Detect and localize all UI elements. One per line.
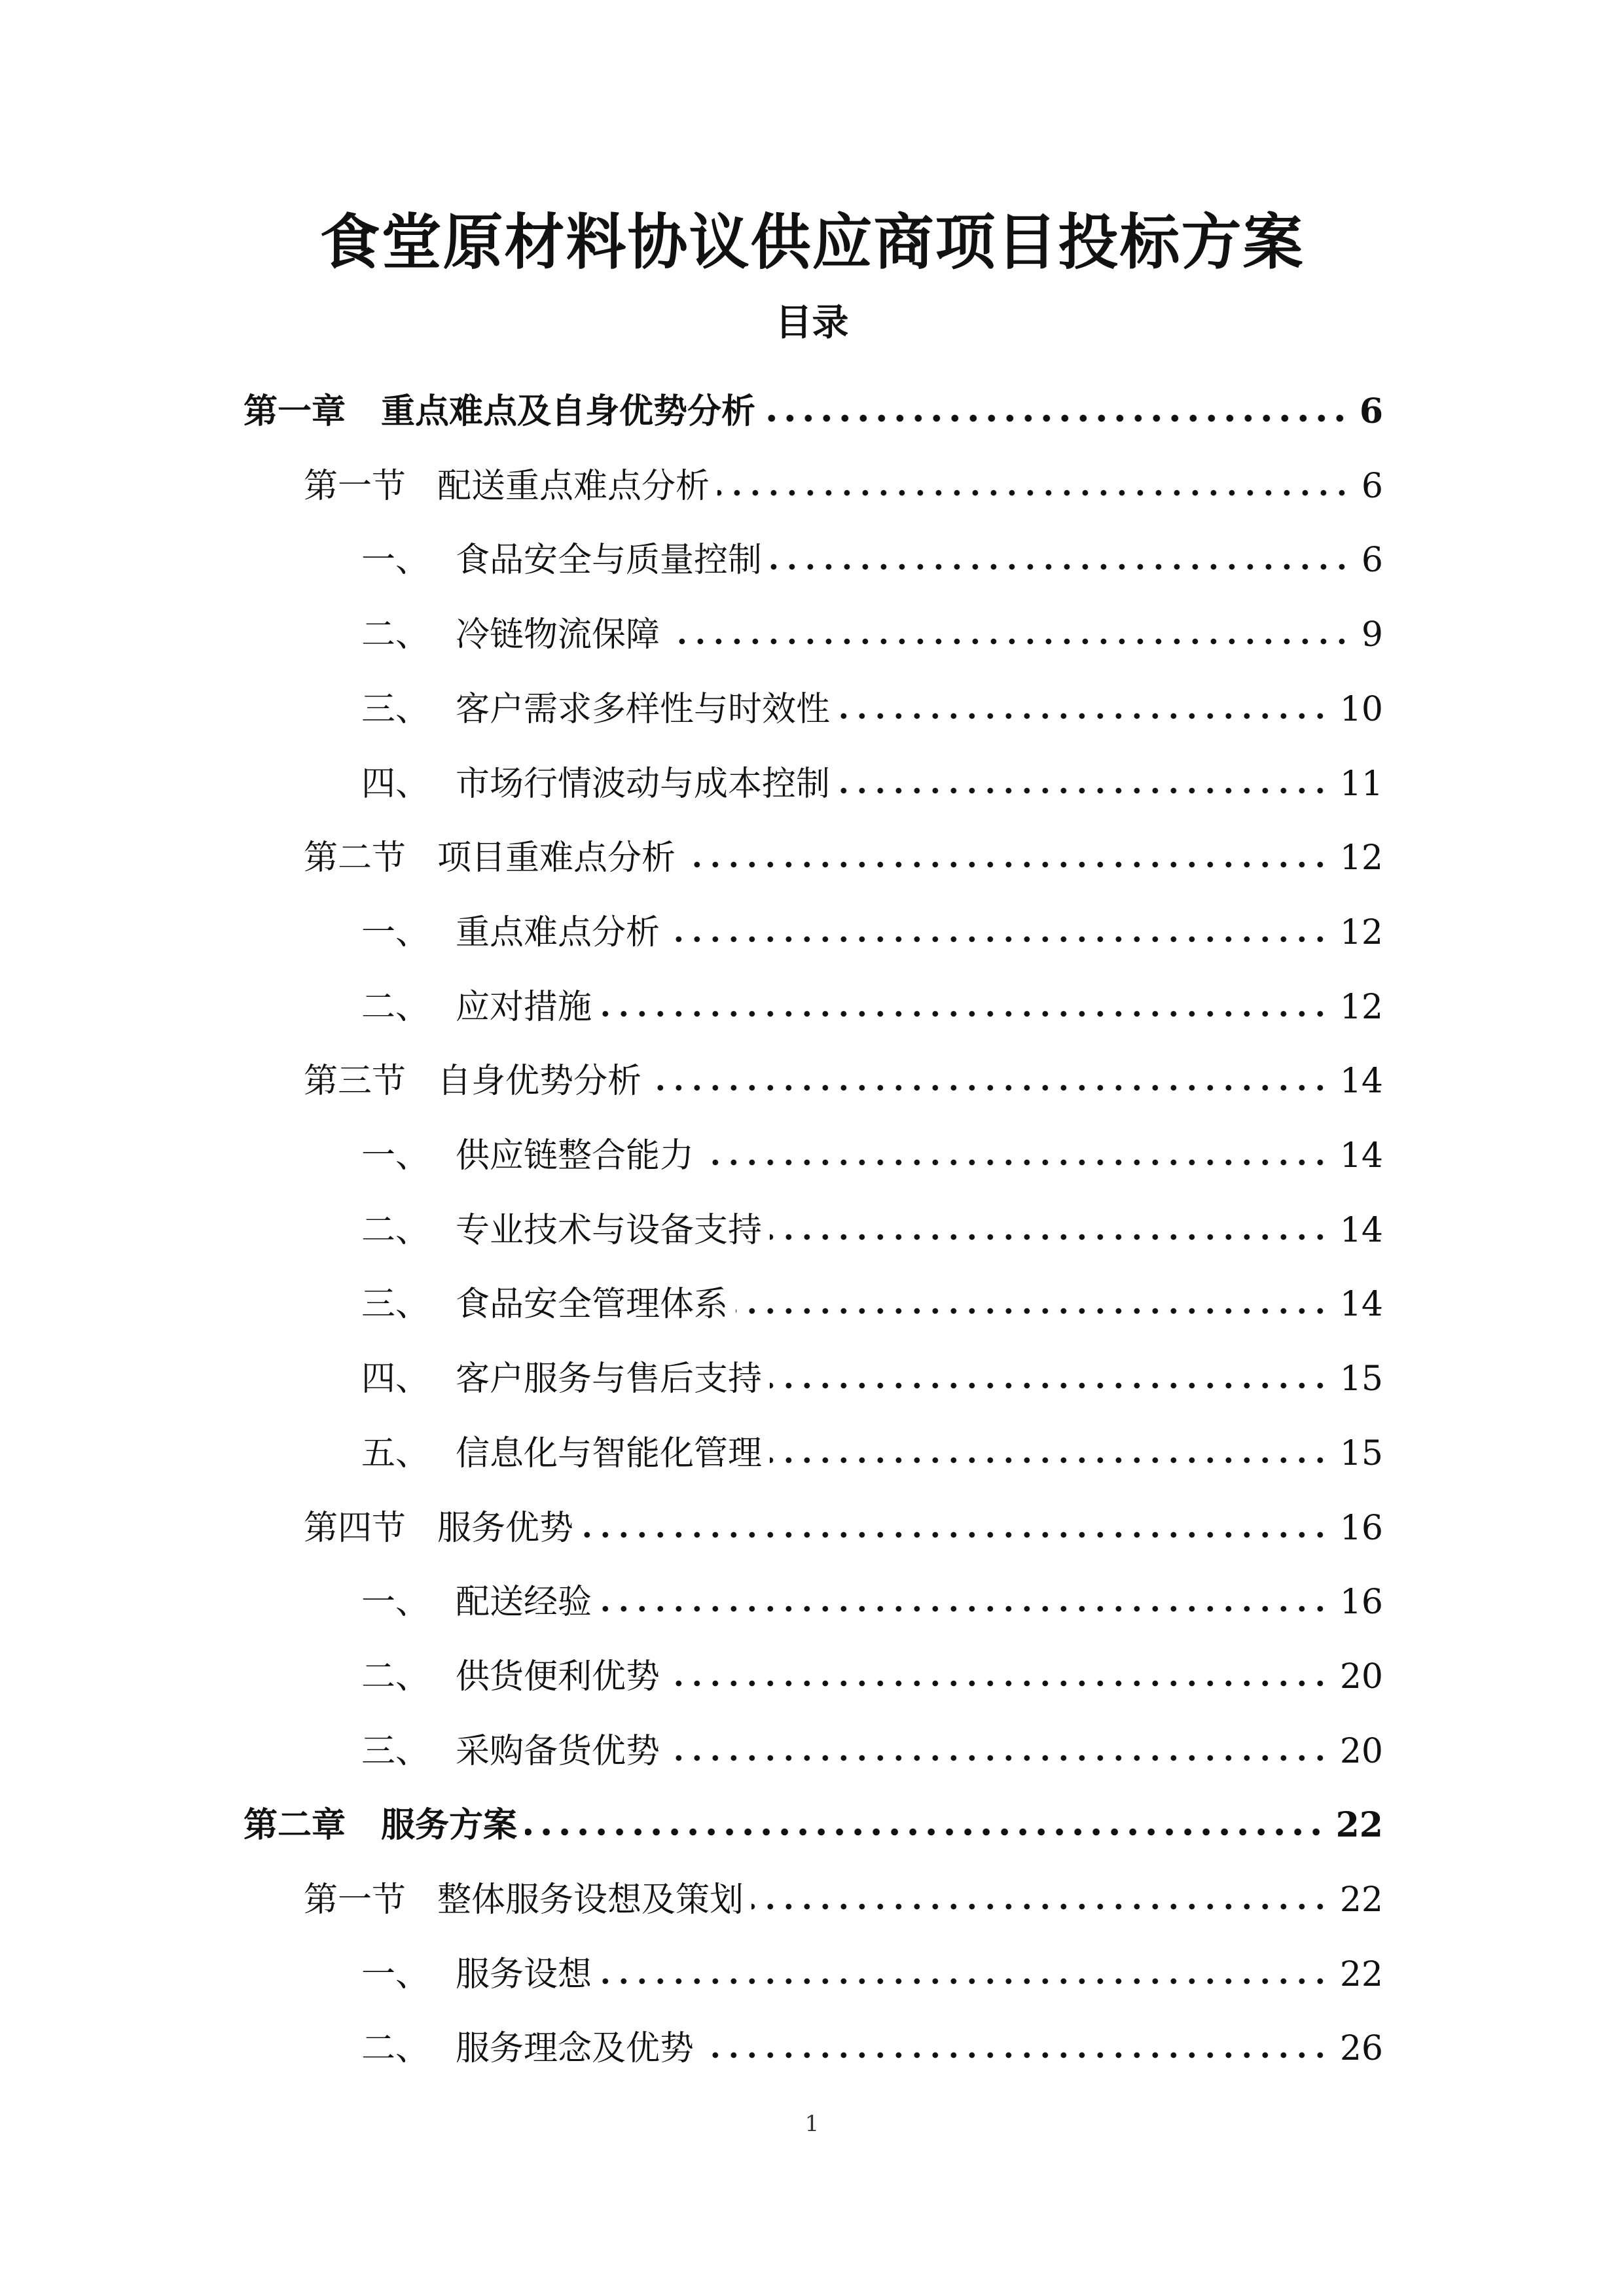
toc-entry-number: 第三节 (304, 1062, 406, 1101)
toc-dot-leader (668, 1751, 1329, 1765)
toc-dot-leader (668, 635, 1351, 648)
toc-dot-leader (702, 1156, 1329, 1169)
toc-entry-page: 6 (1361, 467, 1383, 506)
toc-subsection-entry[interactable] (361, 1107, 1383, 1173)
toc-entry-title: 整体服务设想及策划 (437, 1880, 744, 1920)
toc-entry-page: 14 (1339, 1062, 1383, 1101)
toc-entry-title: 采购备货优势 (456, 1732, 660, 1771)
toc-dot-leader (600, 1975, 1329, 1988)
toc-entry-title: 服务优势 (437, 1509, 574, 1548)
toc-entry-title: 食品安全与质量控制 (456, 541, 763, 580)
toc-subsection-entry[interactable] (361, 512, 1383, 580)
toc-section-entry[interactable] (304, 1033, 1383, 1101)
toc-entry-title: 市场行情波动与成本控制 (456, 764, 831, 804)
toc-entry-number: 第二节 (304, 838, 406, 878)
toc-entry-title: 配送经验 (456, 1583, 592, 1622)
toc-dot-leader (838, 709, 1329, 723)
toc-subsection-entry[interactable] (361, 736, 1383, 804)
toc-subsection-entry[interactable] (361, 1554, 1383, 1622)
toc-entry-page: 6 (1361, 541, 1383, 580)
toc-entry-number: 一、 (361, 1583, 430, 1622)
toc-entry-page: 12 (1339, 988, 1383, 1027)
toc-entry-page: 12 (1339, 838, 1383, 878)
toc-entry-page: 20 (1339, 1732, 1383, 1771)
toc-section-entry[interactable] (304, 1852, 1383, 1920)
toc-entry-number: 四、 (361, 764, 430, 804)
toc-entry-page: 11 (1339, 764, 1383, 804)
toc-entry-page: 15 (1339, 1359, 1383, 1399)
toc-dot-leader (736, 1304, 1329, 1318)
toc-entry-title: 专业技术与设备支持 (456, 1211, 763, 1250)
toc-entry-title: 客户需求多样性与时效性 (456, 690, 831, 729)
toc-subsection-entry[interactable] (361, 959, 1383, 1027)
toc-entry-page: 9 (1361, 615, 1383, 655)
toc-entry-title: 自身优势分析 (437, 1062, 642, 1101)
toc-entry-number: 二、 (361, 1657, 430, 1696)
toc-entry-number: 第一节 (304, 1880, 406, 1920)
toc-subsection-entry[interactable] (361, 1405, 1383, 1471)
toc-entry-number: 三、 (361, 1285, 430, 1324)
toc-dot-leader (770, 1230, 1329, 1244)
toc-entry-number: 三、 (361, 1732, 430, 1771)
toc-entry-title: 服务方案 (381, 1805, 518, 1845)
toc-entry-number: 一、 (361, 541, 430, 580)
toc-section-entry[interactable] (304, 438, 1383, 506)
toc-dot-leader (751, 1900, 1329, 1913)
toc-entry-number: 二、 (361, 615, 430, 655)
toc-entry-title: 冷链物流保障 (456, 615, 660, 655)
toc-entry-title: 信息化与智能化管理 (456, 1434, 763, 1473)
toc-subsection-entry[interactable] (361, 1182, 1383, 1250)
toc-entry-title: 重点难点及自身优势分析 (381, 391, 756, 431)
toc-dot-leader (702, 2049, 1329, 2062)
toc-entry-number: 一、 (361, 1955, 430, 1994)
toc-dot-leader (770, 560, 1351, 573)
toc-entry-number: 第一节 (304, 467, 406, 506)
toc-entry-number: 二、 (361, 2029, 430, 2068)
toc-dot-leader (581, 1528, 1329, 1541)
toc-section-entry[interactable] (304, 810, 1383, 878)
document-title: 食堂原材料协议供应商项目投标方案 (319, 207, 1305, 278)
toc-dot-leader (600, 1602, 1329, 1615)
toc-entry-title: 配送重点难点分析 (437, 467, 710, 506)
toc-dot-leader (525, 1825, 1326, 1839)
toc-dot-leader (649, 1081, 1329, 1094)
toc-entry-number: 第一章 (244, 391, 346, 431)
toc-entry-title: 客户服务与售后支持 (456, 1359, 763, 1399)
toc-dot-leader (763, 412, 1349, 425)
toc-dot-leader (668, 933, 1329, 946)
toc-entry-page: 15 (1339, 1434, 1383, 1473)
toc-heading: 目录 (775, 301, 849, 344)
toc-subsection-entry[interactable] (361, 1628, 1383, 1694)
toc-subsection-entry[interactable] (361, 1703, 1383, 1771)
toc-chapter-entry[interactable] (244, 1777, 1383, 1845)
toc-entry-page: 14 (1339, 1211, 1383, 1250)
toc-entry-page: 6 (1359, 391, 1383, 431)
toc-entry-page: 22 (1339, 1880, 1383, 1920)
toc-entry-page: 16 (1339, 1509, 1383, 1548)
toc-entry-number: 第四节 (304, 1509, 406, 1548)
toc-entry-title: 供应链整合能力 (456, 1136, 695, 1175)
toc-subsection-entry[interactable] (361, 661, 1383, 729)
toc-entry-page: 16 (1339, 1583, 1383, 1622)
toc-entry-page: 20 (1339, 1657, 1383, 1696)
toc-entry-title: 食品安全管理体系 (456, 1285, 729, 1324)
toc-subsection-entry[interactable] (361, 884, 1383, 950)
toc-entry-page: 12 (1339, 913, 1383, 952)
toc-entry-number: 第二章 (244, 1805, 346, 1845)
toc-entry-page: 10 (1339, 690, 1383, 729)
toc-entry-title: 供货便利优势 (456, 1657, 660, 1696)
toc-chapter-entry[interactable] (244, 363, 1383, 429)
toc-subsection-entry[interactable] (361, 586, 1383, 655)
toc-entry-number: 五、 (361, 1434, 430, 1473)
toc-entry-title: 重点难点分析 (456, 913, 660, 952)
toc-subsection-entry[interactable] (361, 1331, 1383, 1399)
toc-entry-page: 14 (1339, 1136, 1383, 1175)
toc-entry-page: 26 (1339, 2029, 1383, 2068)
page-number: 1 (804, 2111, 820, 2137)
toc-entry-number: 四、 (361, 1359, 430, 1399)
toc-dot-leader (668, 1677, 1329, 1690)
toc-dot-leader (717, 486, 1351, 499)
toc-entry-page: 14 (1339, 1285, 1383, 1324)
toc-dot-leader (683, 858, 1329, 871)
toc-dot-leader (770, 1454, 1329, 1467)
toc-entry-page: 22 (1339, 1955, 1383, 1994)
toc-dot-leader (838, 784, 1329, 797)
toc-section-entry[interactable] (304, 1480, 1383, 1548)
toc-entry-title: 项目重难点分析 (437, 838, 676, 878)
toc-entry-title: 服务理念及优势 (456, 2029, 695, 2068)
toc-entry-number: 一、 (361, 913, 430, 952)
toc-entry-page: 22 (1335, 1805, 1383, 1845)
toc-entry-title: 应对措施 (456, 988, 592, 1027)
toc-entry-number: 三、 (361, 690, 430, 729)
toc-dot-leader (600, 1007, 1329, 1020)
toc-dot-leader (770, 1379, 1329, 1392)
toc-subsection-entry[interactable] (361, 1256, 1383, 1324)
toc-entry-number: 二、 (361, 1211, 430, 1250)
toc-subsection-entry[interactable] (361, 1926, 1383, 1992)
toc-entry-title: 服务设想 (456, 1955, 592, 1994)
toc-entry-number: 二、 (361, 988, 430, 1027)
toc-entry-number: 一、 (361, 1136, 430, 1175)
toc-subsection-entry[interactable] (361, 2000, 1383, 2066)
